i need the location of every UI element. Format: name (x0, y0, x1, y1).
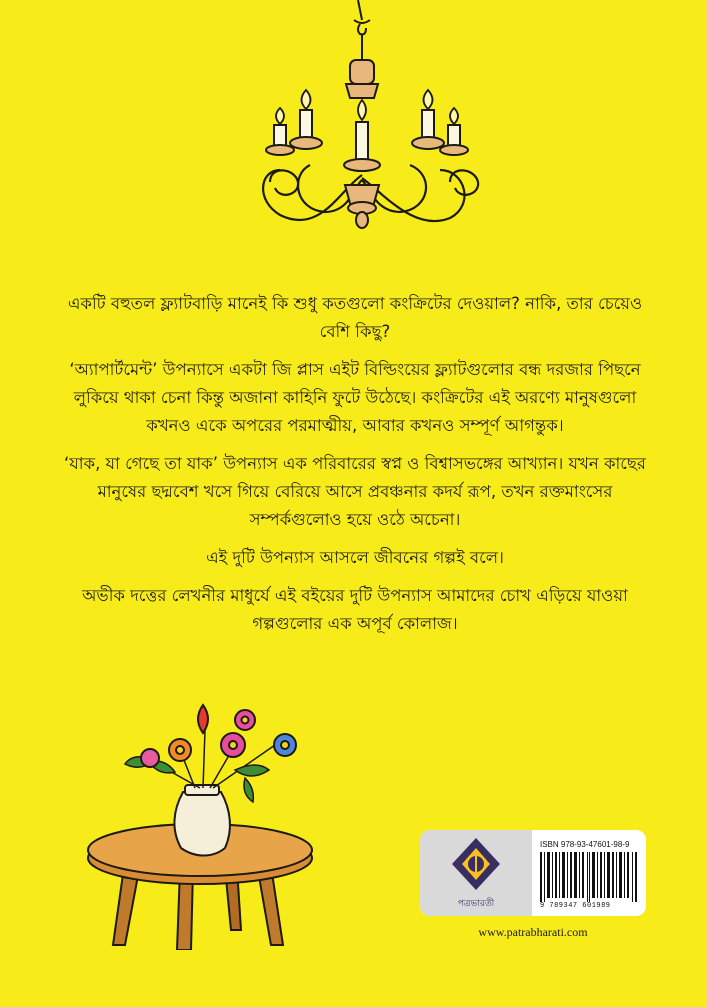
barcode-number: 9 789347 601989 (540, 902, 611, 910)
isbn-panel (420, 830, 646, 916)
blurb-paragraph-2: ‘অ্যাপার্টমেন্ট’ উপন্যাসে একটা জি প্লাস এইট বিল্ডিংয়ের ফ্ল্যাটগুলোর বন্ধ দরজার পিছনে লুকিয়ে থাকা চেনা কিন্তু অজানা কাহিনি ফুটে উঠেছে। কংক্রিটের এই অরণ্যে মানুষগুলো কখনও একে অপরের পরমাত্মীয়, আবার কখনও সম্পূর্ণ আগন্তুক। (69, 360, 641, 435)
publisher-logo-icon (450, 836, 502, 892)
isbn-number: ISBN 978-93-47601-98-9 (540, 840, 630, 849)
blurb-paragraph-5: অভীক দত্তের লেখনীর মাধুর্যে এই বইয়ের দুটি উপন্যাস আমাদের চোখ এড়িয়ে যাওয়া গল্পগুলোর এক অপূর্ব কোলাজ। (82, 586, 628, 633)
publisher-logo-area (420, 830, 532, 916)
barcode-icon (540, 852, 638, 902)
table-vase-icon (85, 700, 335, 950)
blurb-paragraph-1: একটি বহুতল ফ্ল্যাটবাড়ি মানেই কি শুধু কতগুলো কংক্রিটের দেওয়াল? নাকি, তার চেয়েও বেশি কিছু? (67, 294, 643, 341)
chandelier-icon (250, 0, 500, 245)
blurb-text (60, 290, 650, 648)
blurb-paragraph-3: ‘যাক, যা গেছে তা যাক’ উপন্যাস এক পরিবারের স্বপ্ন ও বিশ্বাসভঙ্গের আখ্যান। যখন কাছের মানুষের ছদ্মবেশ খসে গিয়ে বেরিয়ে আসে প্রবঞ্চনার কদর্য রূপ, তখন রক্তমাংসের সম্পর্কগুলোও হয়ে ওঠে অচেনা। (63, 454, 646, 529)
blurb-paragraph-4: এই দুটি উপন্যাস আসলে জীবনের গল্পই বলে। (206, 548, 504, 567)
publisher-website: www.patrabharati.com (478, 925, 588, 939)
publisher-name: পত্রভারতী (457, 899, 495, 909)
